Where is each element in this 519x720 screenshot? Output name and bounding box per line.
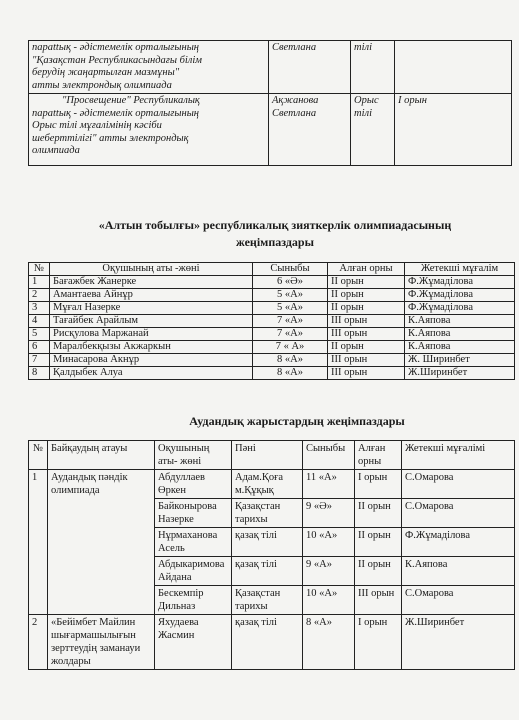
table-cell: Тағайбек Арайлым xyxy=(50,315,253,328)
table-cell: Бағажбек Жанерке xyxy=(50,276,253,289)
table-cell: 11 «А» xyxy=(303,470,355,499)
top-cell-teacher: Светлана xyxy=(269,41,351,94)
table-cell: II орын xyxy=(328,302,405,315)
cell-line: "Просвещение" Республикалық xyxy=(62,95,200,106)
table-cell: Абдуллаев Өркен xyxy=(155,470,232,499)
header-cell: № xyxy=(29,263,50,276)
table-cell: 9 «А» xyxy=(303,557,355,586)
table-row xyxy=(29,276,515,289)
table-cell: II орын xyxy=(328,289,405,302)
top-cell-subject: тілі xyxy=(351,41,395,94)
table-cell: Ф.Жұмаділова xyxy=(405,276,515,289)
table-cell: 9 «Ә» xyxy=(303,499,355,528)
table-cell: 5 xyxy=(29,328,50,341)
cell-line: атты электрондық олимпиада xyxy=(32,79,172,91)
table-cell: 6 «Ә» xyxy=(253,276,328,289)
table-row xyxy=(29,470,515,499)
table-cell: С.Омарова xyxy=(402,470,515,499)
olympiad-rows xyxy=(29,276,515,380)
olympiad-winners-table xyxy=(28,262,515,380)
table-row xyxy=(29,289,515,302)
header-cell: Алған орны xyxy=(355,441,402,470)
table-cell: III орын xyxy=(328,328,405,341)
table-row xyxy=(29,94,512,166)
table-cell: II орын xyxy=(355,557,402,586)
olympiad-title-line: жеңімпаздары xyxy=(236,235,314,249)
district-rows xyxy=(29,470,515,670)
table-cell: III орын xyxy=(328,354,405,367)
cell-line: парattық - әдістемелік орталығының xyxy=(32,42,200,53)
table-cell: 1 xyxy=(29,276,50,289)
table-row xyxy=(29,328,515,341)
top-cell-teacher xyxy=(269,94,351,166)
table-cell: К.Аяпова xyxy=(405,315,515,328)
table-cell: Рисқулова Маржанай xyxy=(50,328,253,341)
header-cell: Сыныбы xyxy=(253,263,328,276)
top-cell-place xyxy=(395,41,512,94)
table-cell: III орын xyxy=(328,315,405,328)
table-cell: III орын xyxy=(328,367,405,380)
top-table xyxy=(28,40,512,166)
table-cell: 7 xyxy=(29,354,50,367)
cell-line: тілі xyxy=(354,107,372,119)
olympiad-title xyxy=(70,217,480,251)
table-cell: Ж. Ширинбет xyxy=(405,354,515,367)
header-cell: Пәні xyxy=(232,441,303,470)
table-cell: Байконырова Назерке xyxy=(155,499,232,528)
table-cell: 8 «А» xyxy=(253,367,328,380)
top-cell-competition xyxy=(29,41,269,94)
header-cell: Оқушының аты -жөні xyxy=(50,263,253,276)
table-cell: 3 xyxy=(29,302,50,315)
competition-cell: «Бейімбет Майлин шығармашылығын зерттеудің заманауи жолдары xyxy=(48,615,155,670)
table-cell: 2 xyxy=(29,289,50,302)
table-cell: 4 xyxy=(29,315,50,328)
top-cell-subject xyxy=(351,94,395,166)
table-cell: 5 «А» xyxy=(253,289,328,302)
table-row xyxy=(29,302,515,315)
table-cell: I орын xyxy=(355,470,402,499)
table-cell: 1 xyxy=(29,470,48,615)
table-cell: Ж.Ширинбет xyxy=(405,367,515,380)
table-row xyxy=(29,367,515,380)
table-cell: II орын xyxy=(355,499,402,528)
table-cell: қазақ тілі xyxy=(232,557,303,586)
table-cell: II орын xyxy=(355,528,402,557)
table-cell: Абдыкаримова Айдана xyxy=(155,557,232,586)
district-title: Аудандық жарыстардың жеңімпаздары xyxy=(189,414,405,428)
table-cell: 2 xyxy=(29,615,48,670)
cell-line: Светлана xyxy=(272,107,317,119)
header-cell: Байқаудың атауы xyxy=(48,441,155,470)
table-cell: Қалдыбек Алуа xyxy=(50,367,253,380)
top-cell-competition xyxy=(29,94,269,166)
table-row xyxy=(29,41,512,94)
table-cell: К.Аяпова xyxy=(405,328,515,341)
table-cell: II орын xyxy=(328,341,405,354)
table-cell: 7 «А» xyxy=(253,315,328,328)
table-cell: 7 «А» xyxy=(253,328,328,341)
table-cell: 10 «А» xyxy=(303,586,355,615)
table-cell: Амантаева Айнұр xyxy=(50,289,253,302)
table-cell: Яхудаева Жасмин xyxy=(155,615,232,670)
table-row xyxy=(29,315,515,328)
table-cell: К.Аяпова xyxy=(402,557,515,586)
cell-line: парattық - әдістемелік орталығының xyxy=(32,107,200,119)
olympiad-title-line: «Алтын тобылғы» республикалық зияткерлік олимпиадасының xyxy=(98,218,452,232)
table-cell: К.Аяпова xyxy=(405,341,515,354)
header-cell: Оқушының аты- жөні xyxy=(155,441,232,470)
table-cell: 8 xyxy=(29,367,50,380)
header-cell: Жетекші мұғалімі xyxy=(402,441,515,470)
table-cell: Ф.Жұмаділова xyxy=(405,289,515,302)
table-header-row xyxy=(29,263,515,276)
table-cell: Адам.Қоға м.Құқық xyxy=(232,470,303,499)
cell-line: берудің жаңартылған мазмұны" xyxy=(32,67,180,78)
district-winners-table xyxy=(28,440,515,670)
header-cell: Жетекші мұғалім xyxy=(405,263,515,276)
table-cell: 10 «А» xyxy=(303,528,355,557)
table-cell: Мұғал Назерке xyxy=(50,302,253,315)
table-cell: III орын xyxy=(355,586,402,615)
header-cell: № xyxy=(29,441,48,470)
table-cell: Минасарова Акнұр xyxy=(50,354,253,367)
table-cell: Маралбекқызы Акжаркын xyxy=(50,341,253,354)
table-cell: 7 « А» xyxy=(253,341,328,354)
table-header-row xyxy=(29,441,515,470)
header-cell: Сыныбы xyxy=(303,441,355,470)
table-cell: С.Омарова xyxy=(402,586,515,615)
cell-line: олимпиада xyxy=(32,145,80,156)
table-cell: қазақ тілі xyxy=(232,615,303,670)
table-cell: Ф.Жұмаділова xyxy=(405,302,515,315)
cell-line: Орыс тілі мұғалімінің кәсіби xyxy=(32,120,162,131)
table-cell: қазақ тілі xyxy=(232,528,303,557)
table-row xyxy=(29,615,515,670)
competition-cell: Аудандық пәндік олимпиада xyxy=(48,470,155,615)
table-cell: I орын xyxy=(355,615,402,670)
table-cell: Бескемпір Дильназ xyxy=(155,586,232,615)
table-row xyxy=(29,354,515,367)
table-cell: Қазақстан тарихы xyxy=(232,499,303,528)
table-cell: С.Омарова xyxy=(402,499,515,528)
cell-line: "Қазақстан Республикасындағы білім xyxy=(32,54,202,66)
cell-line: Ақжанова xyxy=(272,95,319,106)
top-cell-place: I орын xyxy=(395,94,512,166)
table-cell: Ф.Жұмаділова xyxy=(402,528,515,557)
table-cell: II орын xyxy=(328,276,405,289)
table-cell: Нұрмаханова Асель xyxy=(155,528,232,557)
table-cell: 5 «А» xyxy=(253,302,328,315)
header-cell: Алған орны xyxy=(328,263,405,276)
table-cell: Қазақстан тарихы xyxy=(232,586,303,615)
table-cell: 8 «А» xyxy=(253,354,328,367)
cell-line: Орыс xyxy=(354,95,379,106)
table-cell: 6 xyxy=(29,341,50,354)
table-row xyxy=(29,341,515,354)
table-cell: Ж.Ширинбет xyxy=(402,615,515,670)
cell-line: шеберттілігі" атты электрондық xyxy=(32,132,189,144)
table-cell: 8 «А» xyxy=(303,615,355,670)
